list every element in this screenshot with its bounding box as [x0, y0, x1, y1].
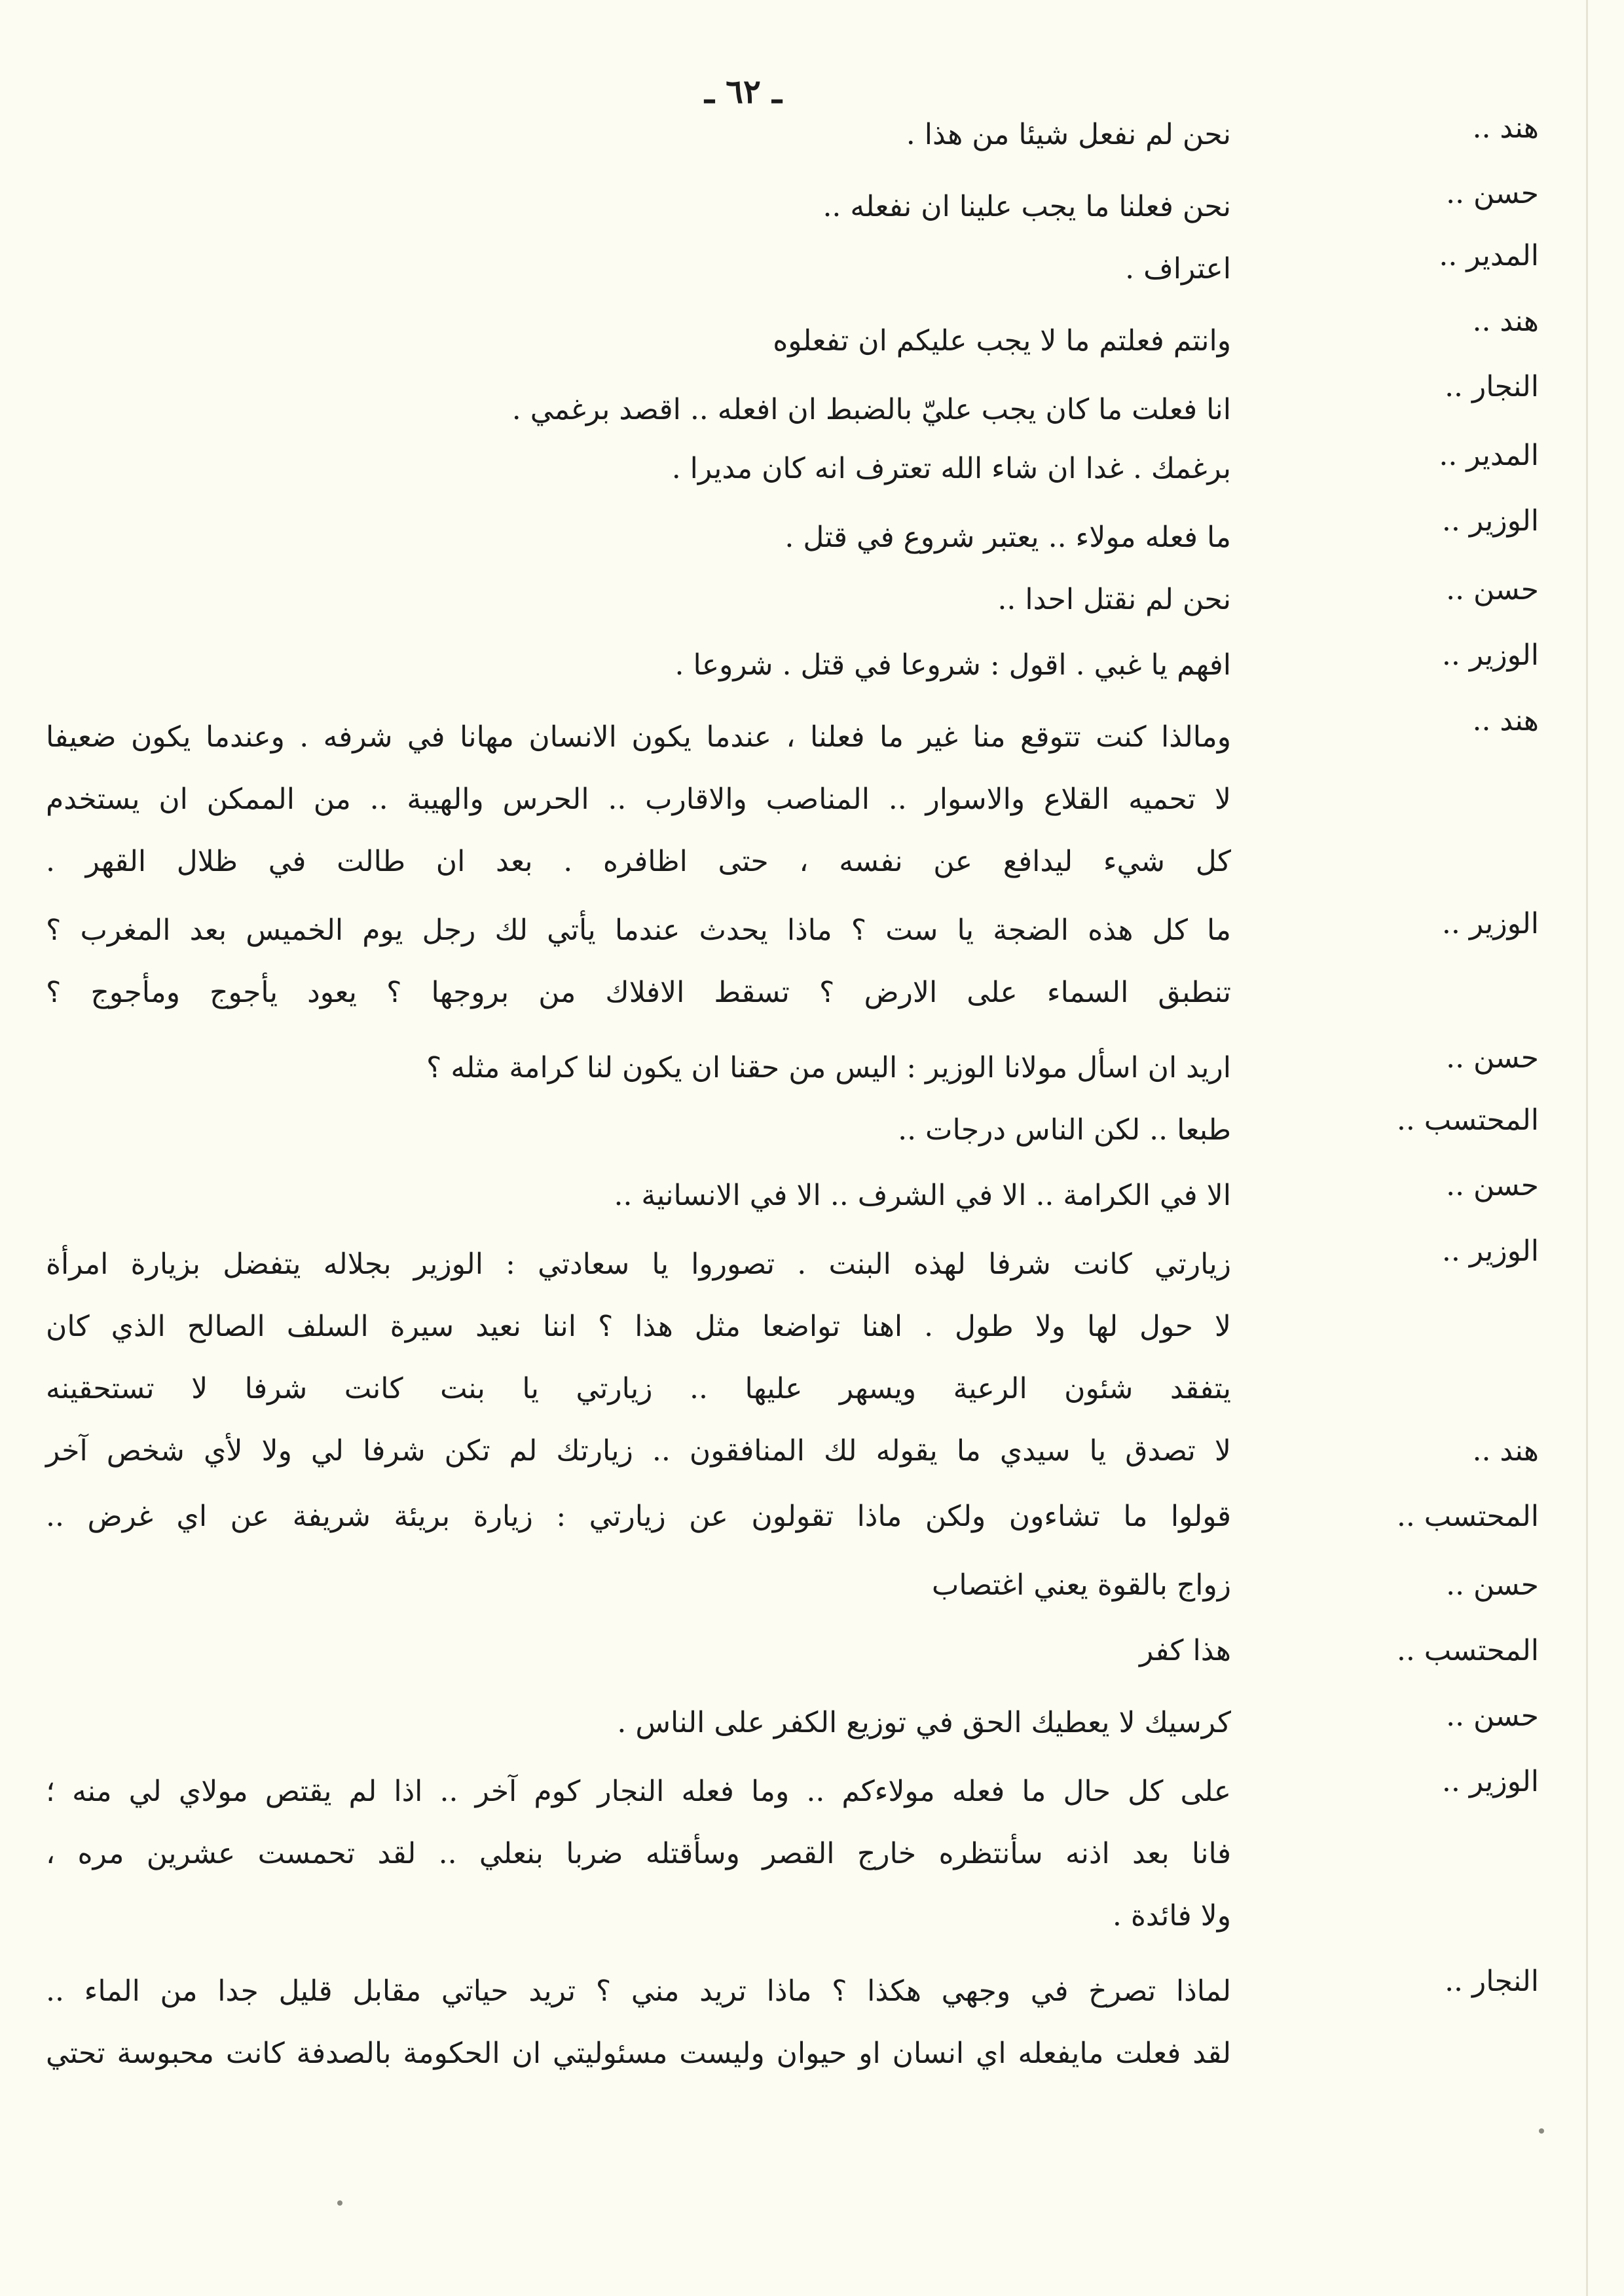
speaker-name: حسن ..: [1446, 1041, 1539, 1075]
dialogue-line: نحن فعلنا ما يجب علينا ان نفعله ..: [822, 190, 1231, 223]
dialogue-line: قولوا ما تشاءون ولكن ماذا تقولون عن زيارتي : زيارة بريئة شريفة عن اي غرض ..: [46, 1500, 1231, 1533]
speaker-name: المحتسب ..: [1396, 1634, 1539, 1667]
dialogue-line: وانتم فعلتم ما لا يجب عليكم ان تفعلوه: [773, 324, 1231, 358]
dialogue-line: لا تصدق يا سيدي ما يقوله لك المنافقون .. زيارتك لم تكن شرفا لي ولا لأي شخص آخر: [46, 1434, 1231, 1468]
speaker-name: هند ..: [1472, 305, 1539, 338]
dialogue-line: زواج بالقوة يعني اغتصاب: [931, 1568, 1231, 1602]
speaker-name: حسن ..: [1446, 1699, 1539, 1733]
dialogue-line: يتفقد شئون الرعية ويسهر عليها .. زيارتي يا بنت كانت شرفا لا تستحقينه: [46, 1372, 1231, 1405]
speaker-name: المدير ..: [1439, 239, 1539, 272]
dialogue-line: اعتراف .: [1125, 252, 1231, 286]
dialogue-line: لقد فعلت مايفعله اي انسان او حيوان وليست مسئوليتي ان الحكومة بالصدفة كانت محبوسة تحتي: [46, 2037, 1231, 2070]
dialogue-line: كرسيك لا يعطيك الحق في توزيع الكفر على الناس .: [617, 1706, 1231, 1739]
speaker-name: حسن ..: [1446, 1568, 1539, 1602]
dialogue-line: زيارتي كانت شرفا لهذه البنت . تصوروا يا سعادتي : الوزير بجلاله يتفضل بزيارة امرأة: [46, 1248, 1231, 1281]
dialogue-line: لا حول لها ولا طول . اهنا تواضعا مثل هذا ؟ اننا نعيد سيرة السلف الصالح الذي كان: [46, 1310, 1231, 1343]
speaker-name: الوزير ..: [1441, 1765, 1539, 1798]
speaker-name: المدير ..: [1439, 439, 1539, 472]
dialogue-line: لا تحميه القلاع والاسوار .. المناصب والاقارب .. الحرس والهيبة .. من الممكن ان يستخدم: [46, 783, 1231, 816]
dialogue-line: اريد ان اسأل مولانا الوزير : اليس من حقنا ان يكون لنا كرامة مثله ؟: [426, 1051, 1231, 1084]
speaker-name: حسن ..: [1446, 573, 1539, 606]
dialogue-line: تنطبق السماء على الارض ؟ تسقط الافلاك من بروجها ؟ يعود يأجوج ومأجوج ؟: [46, 976, 1231, 1009]
speaker-name: المحتسب ..: [1396, 1500, 1539, 1533]
paper-speck: [1539, 2128, 1544, 2134]
speaker-name: الوزير ..: [1441, 504, 1539, 538]
dialogue-line: ولا فائدة .: [1112, 1899, 1231, 1933]
speaker-name: هند ..: [1472, 1434, 1539, 1468]
speaker-name: المحتسب ..: [1396, 1103, 1539, 1137]
speaker-name: هند ..: [1472, 704, 1539, 737]
dialogue-line: ما فعله مولاء .. يعتبر شروع في قتل .: [784, 521, 1231, 554]
speaker-name: الوزير ..: [1441, 1234, 1539, 1268]
dialogue-line: نحن لم نقتل احدا ..: [997, 583, 1231, 616]
speaker-name: حسن ..: [1446, 177, 1539, 210]
dialogue-line: هذا كفر: [1139, 1634, 1231, 1667]
speaker-name: هند ..: [1472, 111, 1539, 145]
dialogue-line: كل شيء ليدافع عن نفسه ، حتى اظافره . بعد ان طالت في ظلال القهر .: [46, 845, 1231, 878]
dialogue-line: لماذا تصرخ في وجهي هكذا ؟ ماذا تريد مني ؟ تريد حياتي مقابل قليل جدا من الماء ..: [46, 1974, 1231, 2008]
speaker-name: النجار ..: [1445, 1965, 1539, 1998]
speaker-name: النجار ..: [1445, 370, 1539, 403]
dialogue-line: افهم يا غبي . اقول : شروعا في قتل . شروعا .: [674, 648, 1231, 682]
paper-speck: [337, 2200, 342, 2206]
dialogue-line: على كل حال ما فعله مولاءكم .. وما فعله النجار كوم آخر .. اذا لم يقتص مولاي لي منه ؛: [46, 1775, 1231, 1808]
dialogue-line: انا فعلت ما كان يجب عليّ بالضبط ان افعله .. اقصد برغمي .: [511, 393, 1231, 426]
speaker-name: الوزير ..: [1441, 639, 1539, 672]
dialogue-line: طبعا .. لكن الناس درجات ..: [898, 1113, 1231, 1147]
dialogue-line: الا في الكرامة .. الا في الشرف .. الا في الانسانية ..: [614, 1179, 1231, 1212]
dialogue-line: نحن لم نفعل شيئا من هذا .: [906, 118, 1231, 151]
dialogue-line: فانا بعد اذنه سأنتظره خارج القصر وسأقتله ضربا بنعلي .. لقد تحمست عشرين مره ،: [46, 1837, 1231, 1870]
dialogue-line: ومالذا كنت تتوقع منا غير ما فعلنا ، عندما يكون الانسان مهانا في شرفه . وعندما يكون ضعيفا: [46, 720, 1231, 754]
page-number: ـ ٦٢ ـ: [705, 72, 782, 111]
page-edge-shadow: [1586, 0, 1588, 2296]
dialogue-line: ما كل هذه الضجة يا ست ؟ ماذا يحدث عندما يأتي لك رجل يوم الخميس بعد المغرب ؟: [46, 914, 1231, 947]
dialogue-line: برغمك . غدا ان شاء الله تعترف انه كان مديرا .: [671, 452, 1231, 485]
speaker-name: الوزير ..: [1441, 907, 1539, 940]
speaker-name: حسن ..: [1446, 1169, 1539, 1202]
